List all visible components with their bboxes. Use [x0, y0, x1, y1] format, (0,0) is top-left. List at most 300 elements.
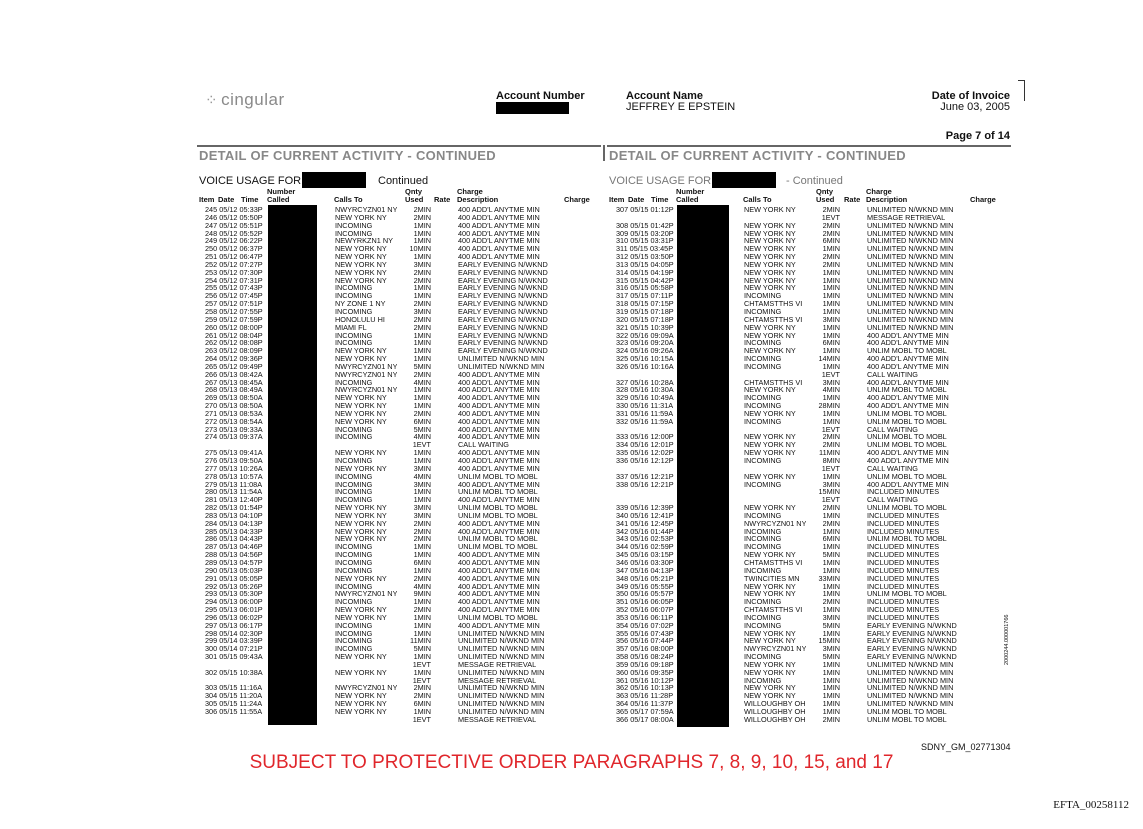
row-qty: 2MIN	[413, 300, 431, 308]
row-item	[616, 488, 674, 496]
section-divider	[603, 145, 605, 161]
row-qty: 9MIN	[413, 590, 431, 599]
row-calls: INCOMING	[744, 598, 782, 607]
row-calls: NEW YORK NY	[335, 504, 387, 512]
row-qty: 1MIN	[413, 668, 431, 677]
row-qty: 1MIN	[822, 527, 840, 536]
row-desc: UNLIM MOBL TO MOBL	[867, 708, 947, 716]
row-calls: INCOMING	[744, 307, 782, 316]
row-desc: UNLIM MOBL TO MOBL	[458, 488, 538, 497]
account-name-label: Account Name	[626, 90, 704, 102]
row-calls: NEW YORK NY	[335, 449, 387, 457]
row-calls: INCOMING	[744, 292, 782, 301]
row-calls: NWYRCYZN01 NY	[335, 386, 398, 395]
row-desc: UNLIMITED N/WKND MIN	[458, 708, 545, 716]
row-item: 275 05/13 09:41A	[205, 449, 263, 457]
row-item: 280 05/13 11:54A	[205, 488, 263, 497]
row-desc: 400 ADD'L ANYTME MIN	[458, 519, 540, 528]
row-item: 342 05/16 01:44P	[616, 527, 674, 536]
row-item: 302 05/15 10:38A	[205, 668, 263, 677]
page-number: Page 7 of 14	[945, 130, 1010, 142]
col-item-left: Item	[199, 195, 215, 204]
row-calls: INCOMING	[744, 543, 782, 552]
row-qty: 2MIN	[413, 206, 431, 214]
row-qty: 6MIN	[822, 339, 840, 348]
row-calls: NEW YORK NY	[744, 386, 796, 395]
row-qty: 2MIN	[822, 598, 840, 607]
row-qty: 1EVT	[821, 425, 840, 434]
row-calls: NWYRCYZN01 NY	[335, 684, 398, 693]
row-item: 308 05/15 01:42P	[616, 221, 674, 230]
row-qty: 1MIN	[413, 394, 431, 403]
row-item: 257 05/12 07:51P	[205, 300, 263, 308]
account-number-label: Account Number	[496, 90, 585, 102]
row-item: 363 05/16 11:28P	[616, 692, 674, 701]
row-qty: 1MIN	[413, 566, 431, 575]
row-desc: UNLIMITED N/WKND MIN	[867, 276, 954, 285]
row-calls: CHTAMSTTHS VI	[744, 558, 803, 567]
row-item	[616, 426, 674, 434]
row-item: 267 05/13 08:45A	[205, 378, 263, 387]
row-calls: NWYRCYZN01 NY	[744, 645, 807, 654]
invoice-date-label: Date of Invoice	[931, 90, 1010, 102]
row-qty: 2MIN	[413, 213, 431, 222]
col-date-right: Date	[628, 195, 645, 204]
row-qty: 2MIN	[822, 441, 840, 450]
section-rule-right	[607, 145, 1011, 147]
row-item: 349 05/16 05:55P	[616, 582, 674, 591]
row-item	[616, 371, 674, 379]
row-calls: CHTAMSTTHS VI	[744, 378, 803, 387]
row-item: 307 05/15 01:12P	[616, 206, 674, 214]
row-calls: INCOMING	[335, 488, 373, 497]
row-qty: 33MIN	[818, 574, 840, 583]
row-item: 278 05/13 10:57A	[205, 472, 263, 481]
row-qty: 1MIN	[822, 409, 840, 418]
row-item: 341 05/16 12:45P	[616, 519, 674, 528]
row-qty: 2MIN	[822, 504, 840, 512]
row-calls: NEW YORK NY	[335, 253, 387, 261]
row-qty: 6MIN	[413, 700, 431, 708]
row-calls: NEW YORK NY	[335, 519, 387, 528]
row-calls: NEW YORK NY	[744, 268, 796, 277]
row-item: 259 05/12 07:59P	[205, 315, 263, 324]
invoice-date: June 03, 2005	[940, 101, 1010, 113]
col-rate-left: Rate	[434, 195, 451, 204]
row-desc: INCLUDED MINUTES	[867, 582, 940, 591]
row-calls: NEW YORK NY	[744, 629, 796, 638]
row-qty: 2MIN	[413, 268, 431, 277]
row-qty: 5MIN	[413, 425, 431, 434]
row-item: 332 05/16 11:59A	[616, 417, 674, 426]
row-desc: 400 ADD'L ANYTME MIN	[458, 480, 540, 489]
row-qty: 1MIN	[413, 457, 431, 465]
row-desc: MESSAGE RETRIEVAL	[458, 715, 537, 724]
row-item: 249 05/12 06:22P	[205, 237, 263, 246]
row-item: 311 05/15 03:45P	[616, 245, 674, 254]
section-title-right: DETAIL OF CURRENT ACTIVITY - CONTINUED	[609, 148, 906, 163]
voice-usage-left: VOICE USAGE FOR	[199, 175, 302, 187]
row-calls	[744, 371, 806, 379]
row-qty: 1MIN	[822, 684, 840, 693]
row-item: 290 05/13 05:03P	[205, 566, 263, 575]
row-desc: EARLY EVENING N/WKND	[867, 629, 957, 638]
row-calls: INCOMING	[744, 535, 782, 544]
col-charge-right: Charge	[970, 195, 996, 204]
row-calls: NEW YORK NY	[335, 355, 387, 363]
row-qty: 5MIN	[822, 653, 840, 661]
row-calls: INCOMING	[335, 496, 373, 505]
row-desc: 400 ADD'L ANYTME MIN	[458, 425, 540, 434]
row-desc: UNLIM MOBL TO MOBL	[867, 472, 947, 481]
row-calls: NEW YORK NY	[744, 229, 796, 238]
row-qty: 4MIN	[413, 433, 431, 442]
row-desc: INCLUDED MINUTES	[867, 527, 940, 536]
row-calls: NEW YORK NY	[744, 409, 796, 418]
row-calls: INCOMING	[335, 229, 373, 238]
row-desc: CALL WAITING	[867, 464, 918, 473]
row-desc: 400 ADD'L ANYTME MIN	[458, 574, 540, 583]
row-item: 353 05/16 06:11P	[616, 613, 674, 622]
row-qty: 3MIN	[413, 480, 431, 489]
row-item: 333 05/16 12:00P	[616, 433, 674, 442]
col-item-right: Item	[609, 195, 625, 204]
row-desc: UNLIMITED N/WKND MIN	[867, 323, 954, 332]
row-qty: 11MIN	[819, 449, 840, 457]
row-qty: 1MIN	[822, 566, 840, 575]
row-qty: 1MIN	[413, 449, 431, 457]
right-description-column	[867, 206, 957, 724]
row-qty: 6MIN	[413, 417, 431, 426]
row-calls: INCOMING	[335, 558, 373, 567]
col-time-left: Time	[241, 195, 259, 204]
row-calls: NEW YORK NY	[335, 606, 387, 614]
row-item	[205, 677, 263, 685]
row-item: 246 05/12 05:50P	[205, 213, 263, 222]
row-calls: INCOMING	[744, 339, 782, 348]
row-calls: INCOMING	[335, 645, 373, 654]
row-calls: NEW YORK NY	[744, 582, 796, 591]
row-qty: 2MIN	[822, 221, 840, 230]
col-charge-left: Charge	[564, 195, 590, 204]
row-desc: UNLIMITED N/WKND MIN	[867, 237, 954, 246]
row-qty: 2MIN	[413, 527, 431, 536]
row-desc: EARLY EVENING N/WKND	[458, 268, 548, 277]
row-calls: INCOMING	[335, 480, 373, 489]
row-qty: 1MIN	[413, 708, 431, 716]
row-item: 351 05/16 06:05P	[616, 598, 674, 607]
row-qty: 11MIN	[410, 637, 431, 646]
row-item: 313 05/15 04:05P	[616, 260, 674, 269]
row-qty: 1MIN	[413, 543, 431, 552]
row-calls	[744, 214, 806, 222]
row-qty: 2MIN	[413, 519, 431, 528]
row-qty: 1MIN	[822, 660, 840, 669]
row-desc: 400 ADD'L ANYTME MIN	[458, 213, 540, 222]
row-item: 266 05/13 08:42A	[205, 370, 263, 379]
row-desc: 400 ADD'L ANYTME MIN	[867, 331, 949, 340]
row-item: 263 05/12 08:09P	[205, 347, 263, 356]
row-desc: UNLIM MOBL TO MOBL	[458, 543, 538, 552]
row-calls: NEW YORK NY	[335, 527, 387, 536]
row-desc: 400 ADD'L ANYTME MIN	[867, 402, 949, 410]
row-calls	[744, 496, 806, 504]
row-item: 288 05/13 04:56P	[205, 551, 263, 559]
row-item: 356 05/16 07:44P	[616, 637, 674, 646]
row-desc: 400 ADD'L ANYTME MIN	[458, 582, 540, 591]
row-item: 359 05/16 09:18P	[616, 660, 674, 669]
row-desc: UNLIM MOBL TO MOBL	[458, 504, 538, 512]
row-item: 319 05/15 07:18P	[616, 307, 674, 316]
col-rate-right: Rate	[844, 195, 861, 204]
row-desc: 400 ADD'L ANYTME MIN	[458, 221, 540, 230]
row-calls: NEW YORK NY	[335, 653, 387, 661]
row-item: 339 05/16 12:39P	[616, 504, 674, 512]
row-desc: EARLY EVENING N/WKND	[458, 300, 548, 308]
row-desc: INCLUDED MINUTES	[867, 519, 940, 528]
row-item: 325 05/16 10:15A	[616, 355, 674, 363]
row-item: 298 05/14 02:30P	[205, 629, 263, 638]
row-item: 348 05/16 05:21P	[616, 574, 674, 583]
row-item: 271 05/13 08:53A	[205, 409, 263, 418]
row-desc: UNLIMITED N/WKND MIN	[458, 692, 545, 701]
col-charge-top-right: Charge	[866, 187, 892, 196]
row-calls: NEW YORK NY	[744, 284, 796, 293]
row-item: 252 05/12 07:27P	[205, 260, 263, 269]
row-qty: 1MIN	[413, 488, 431, 497]
col-callsto-right: Calls To	[743, 195, 772, 204]
row-item: 296 05/13 06:02P	[205, 613, 263, 622]
col-called-left: Called	[267, 195, 290, 204]
row-calls	[744, 465, 806, 473]
row-qty: 1MIN	[822, 292, 840, 301]
row-calls: NEW YORK NY	[744, 253, 796, 261]
row-desc: EARLY EVENING N/WKND	[458, 339, 548, 348]
col-number-right: Number	[676, 187, 705, 196]
row-desc: UNLIMITED N/WKND MIN	[867, 668, 954, 677]
row-desc: UNLIM MOBL TO MOBL	[458, 472, 538, 481]
row-qty: 1MIN	[822, 362, 840, 371]
row-qty: 1MIN	[413, 221, 431, 230]
row-item	[616, 496, 674, 504]
row-calls: INCOMING	[335, 307, 373, 316]
row-item: 268 05/13 08:49A	[205, 386, 263, 395]
row-qty: 1MIN	[822, 676, 840, 685]
row-calls: NEW YORK NY	[335, 260, 387, 269]
row-desc: UNLIMITED N/WKND MIN	[458, 645, 545, 654]
row-desc: INCLUDED MINUTES	[867, 488, 940, 497]
row-desc: MESSAGE RETRIEVAL	[867, 213, 946, 222]
col-qnty-left: Qnty	[405, 187, 423, 196]
row-item: 337 05/16 12:21P	[616, 472, 674, 481]
row-desc: 400 ADD'L ANYTME MIN	[458, 590, 540, 599]
row-item: 250 05/12 06:37P	[205, 245, 263, 254]
row-calls: INCOMING	[744, 480, 782, 489]
row-desc: EARLY EVENING N/WKND	[867, 653, 957, 661]
row-item: 355 05/16 07:43P	[616, 629, 674, 638]
row-calls	[744, 426, 806, 434]
row-qty: 1MIN	[822, 692, 840, 701]
row-item: 255 05/12 07:43P	[205, 284, 263, 293]
row-qty: 1EVT	[821, 464, 840, 473]
row-qty: 1MIN	[822, 582, 840, 591]
col-used-right: Used	[816, 195, 835, 204]
row-item: 281 05/13 12:40P	[205, 496, 263, 505]
row-item: 321 05/15 10:39P	[616, 323, 674, 332]
row-qty: 1MIN	[413, 402, 431, 410]
row-item	[616, 214, 674, 222]
row-qty: 1MIN	[413, 629, 431, 638]
row-item: 270 05/13 08:50A	[205, 402, 263, 410]
row-calls: CHTAMSTTHS VI	[744, 315, 803, 324]
row-desc: 400 ADD'L ANYTME MIN	[458, 370, 540, 379]
row-item: 264 05/12 09:36P	[205, 355, 263, 363]
row-desc: 400 ADD'L ANYTME MIN	[458, 206, 540, 214]
row-item: 294 05/13 06:00P	[205, 598, 263, 607]
row-qty: 1MIN	[822, 417, 840, 426]
row-calls: NWYRCYZN01 NY	[335, 206, 398, 214]
row-qty: 5MIN	[413, 645, 431, 654]
row-item: 277 05/13 10:26A	[205, 464, 263, 473]
row-calls: NEW YORK NY	[744, 245, 796, 254]
row-calls	[335, 677, 397, 685]
row-qty: 1EVT	[412, 715, 431, 724]
row-item: 327 05/16 10:28A	[616, 378, 674, 387]
right-item-column	[616, 206, 674, 724]
row-item: 347 05/16 04:13P	[616, 566, 674, 575]
row-calls: NEW YORK NY	[335, 535, 387, 544]
row-qty: 4MIN	[822, 386, 840, 395]
row-item: 315 05/15 04:42P	[616, 276, 674, 285]
voice-usage-right: VOICE USAGE FOR	[609, 175, 712, 187]
row-qty: 1MIN	[413, 496, 431, 505]
row-desc: 400 ADD'L ANYTME MIN	[458, 386, 540, 395]
row-desc: INCLUDED MINUTES	[867, 574, 940, 583]
row-qty: 1MIN	[822, 300, 840, 308]
row-desc: UNLIM MOBL TO MOBL	[867, 715, 947, 724]
row-qty: 10MIN	[409, 245, 431, 254]
row-qty: 3MIN	[822, 613, 840, 622]
row-calls: NEW YORK NY	[744, 692, 796, 701]
row-calls: NEW YORK NY	[335, 692, 387, 701]
row-calls: INCOMING	[744, 394, 782, 403]
row-desc: UNLIMITED N/WKND MIN	[458, 668, 545, 677]
row-qty: 1EVT	[821, 213, 840, 222]
row-qty: 1MIN	[822, 347, 840, 356]
row-desc: 400 ADD'L ANYTME MIN	[458, 378, 540, 387]
row-calls: NWYRCYZN01 NY	[335, 370, 398, 379]
row-calls: NEW YORK NY	[744, 668, 796, 677]
row-desc: EARLY EVENING N/WKND	[458, 323, 548, 332]
row-item: 248 05/12 05:52P	[205, 229, 263, 238]
right-callsto-column	[744, 206, 806, 724]
row-item: 285 05/13 04:33P	[205, 527, 263, 536]
row-item: 304 05/15 11:20A	[205, 692, 263, 701]
row-qty: 2MIN	[822, 229, 840, 238]
row-item: 354 05/16 07:02P	[616, 621, 674, 630]
row-calls: INCOMING	[744, 527, 782, 536]
row-calls: INCOMING	[744, 402, 782, 410]
row-desc: EARLY EVENING N/WKND	[458, 307, 548, 316]
row-calls: INCOMING	[335, 621, 373, 630]
row-qty: 1MIN	[822, 276, 840, 285]
row-calls: INCOMING	[335, 543, 373, 552]
row-qty: 5MIN	[413, 362, 431, 371]
redacted-account-number	[496, 102, 569, 114]
row-desc: UNLIMITED N/WKND MIN	[867, 292, 954, 301]
row-qty: 1MIN	[822, 708, 840, 716]
row-calls: INCOMING	[335, 292, 373, 301]
row-desc: 400 ADD'L ANYTME MIN	[458, 394, 540, 403]
row-qty: 1MIN	[822, 307, 840, 316]
row-qty: 1MIN	[413, 653, 431, 661]
row-qty: 2MIN	[413, 606, 431, 614]
row-calls: NEW YORK NY	[744, 504, 796, 512]
row-item: 329 05/16 10:49A	[616, 394, 674, 403]
row-item: 328 05/16 10:30A	[616, 386, 674, 395]
row-qty: 1MIN	[822, 590, 840, 599]
row-calls: INCOMING	[744, 653, 782, 661]
row-item: 286 05/13 04:43P	[205, 535, 263, 544]
row-calls: NEW YORK NY	[744, 660, 796, 669]
row-calls: INCOMING	[335, 566, 373, 575]
row-item: 254 05/12 07:31P	[205, 276, 263, 285]
efta-number: EFTA_00258112	[1053, 799, 1129, 811]
side-code: 2000244.000001766	[1004, 614, 1010, 665]
row-qty: 3MIN	[413, 260, 431, 269]
row-qty: 2MIN	[822, 715, 840, 724]
row-desc: UNLIMITED N/WKND MIN	[867, 676, 954, 685]
row-calls: TWINCITIES MN	[744, 574, 800, 583]
row-item: 362 05/16 10:13P	[616, 684, 674, 693]
row-qty: 3MIN	[822, 480, 840, 489]
col-number-left: Number	[267, 187, 296, 196]
row-item: 272 05/13 08:54A	[205, 417, 263, 426]
cingular-star-icon: ⁘	[205, 92, 219, 109]
row-calls: NWYRCYZN01 NY	[335, 590, 398, 599]
row-qty: 4MIN	[413, 378, 431, 387]
row-desc: 400 ADD'L ANYTME MIN	[867, 362, 949, 371]
row-qty: 3MIN	[413, 511, 431, 520]
row-calls: NEW YORK NY	[744, 472, 796, 481]
row-calls: INCOMING	[335, 582, 373, 591]
row-calls: INCOMING	[335, 425, 373, 434]
row-calls: NEW YORK NY	[335, 700, 387, 708]
row-calls: INCOMING	[744, 457, 782, 465]
row-calls	[335, 716, 397, 724]
row-desc: 400 ADD'L ANYTME MIN	[458, 558, 540, 567]
row-calls	[744, 488, 806, 496]
cingular-logo	[205, 90, 285, 110]
row-calls: NEW YORK NY	[335, 574, 387, 583]
left-item-column	[205, 206, 263, 724]
row-item: 309 05/15 03:20P	[616, 229, 674, 238]
row-calls: NEW YORK NY	[335, 268, 387, 277]
corner-mark	[1018, 80, 1025, 101]
row-item: 364 05/16 11:37P	[616, 700, 674, 708]
row-qty: 1MIN	[822, 543, 840, 552]
row-item: 317 05/15 07:11P	[616, 292, 674, 301]
row-qty: 2MIN	[413, 276, 431, 285]
row-calls: NEW YORK NY	[335, 668, 387, 677]
row-qty: 15MIN	[818, 488, 840, 497]
row-calls: NEW YORK NY	[335, 409, 387, 418]
row-desc: UNLIMITED N/WKND MIN	[458, 653, 545, 661]
row-qty: 1MIN	[822, 629, 840, 638]
row-qty: 1MIN	[822, 606, 840, 614]
row-qty: 1MIN	[413, 598, 431, 607]
row-item: 314 05/15 04:19P	[616, 268, 674, 277]
